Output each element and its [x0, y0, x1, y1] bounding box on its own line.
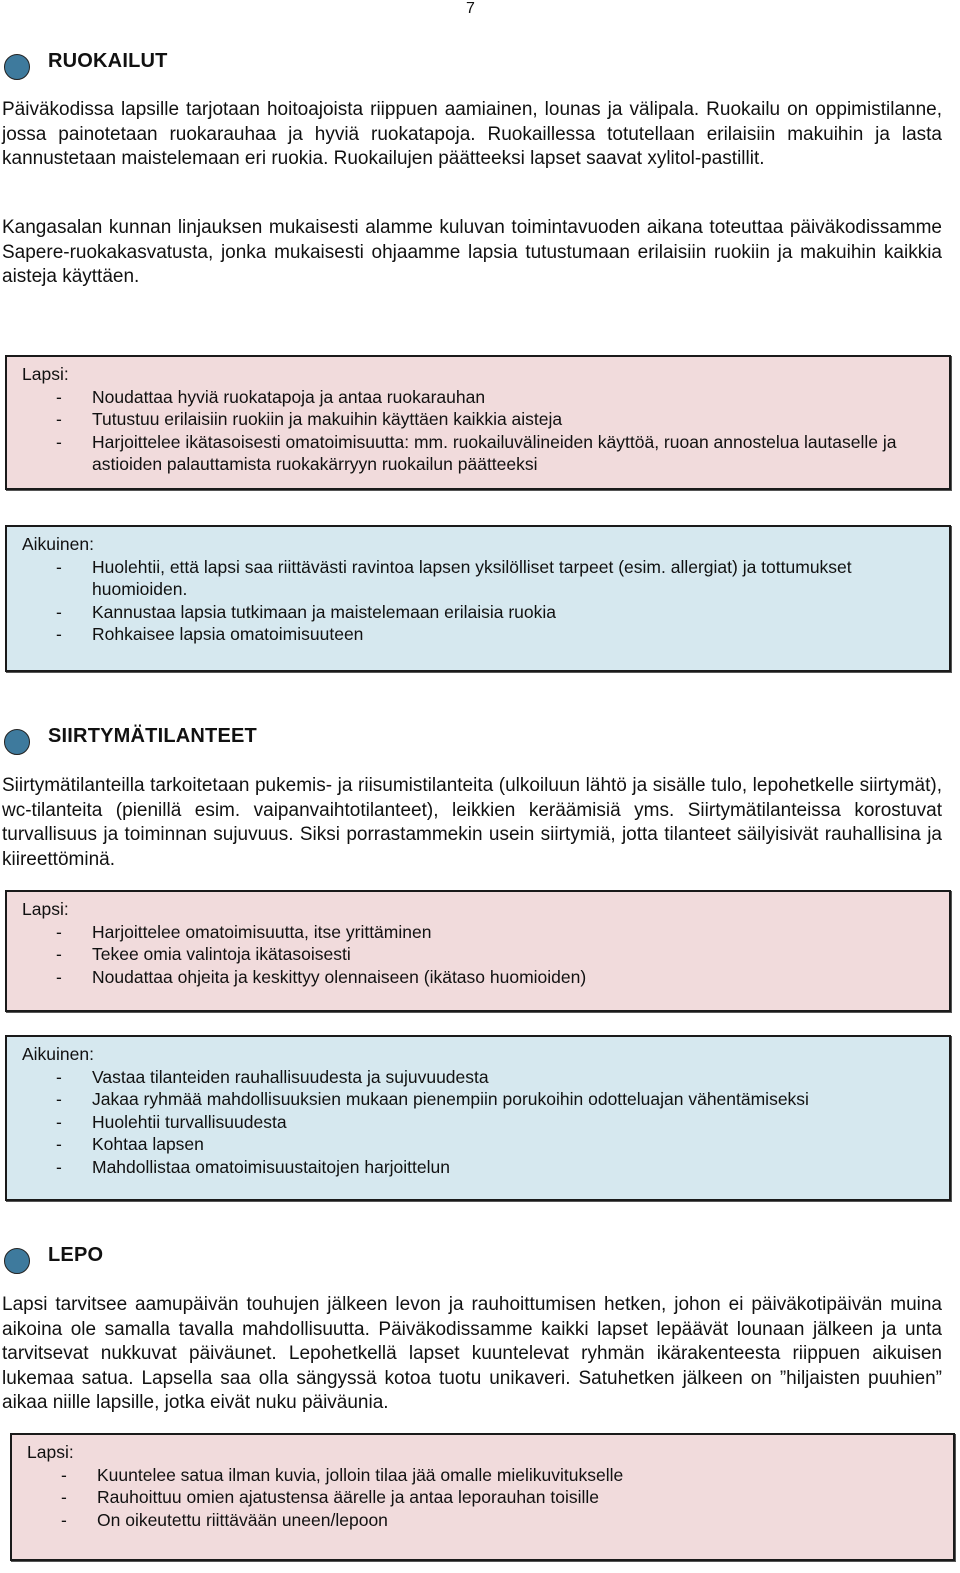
list-item-text: Rohkaisee lapsia omatoimisuuteen	[92, 624, 364, 645]
list-dash: -	[56, 1089, 62, 1110]
list-item	[27, 1464, 939, 1487]
goal-list	[22, 921, 935, 989]
list-dash: -	[56, 1134, 62, 1155]
list-item-text: Noudattaa ohjeita ja keskittyy olennaiseen (ikätaso huomioiden)	[92, 966, 587, 987]
list-item-text: On oikeutettu riittävään uneen/lepoon	[97, 1509, 388, 1530]
circle-bullet-icon	[4, 729, 30, 755]
adult-goals-box	[5, 1035, 951, 1201]
list-item	[22, 921, 935, 944]
box-label: Lapsi:	[22, 899, 69, 919]
child-goals-box	[5, 355, 951, 490]
list-item-text: Huolehtii turvallisuudesta	[92, 1111, 287, 1132]
child-goals-box	[5, 890, 951, 1012]
list-item-text: Harjoittelee ikätasoisesti omatoimisuutta: mm. ruokailuvälineiden käyttöä, ruoan annostelua lautaselle ja astioiden palauttamista ruokakärryyn ruokailun päätteeksi	[92, 431, 897, 475]
box-label: Aikuinen:	[22, 1044, 94, 1064]
list-item-text: Huolehtii, että lapsi saa riittävästi ravintoa lapsen yksilölliset tarpeet (esim. allergiat) ja tottumukset huomioiden.	[92, 556, 852, 600]
list-item	[22, 431, 935, 476]
list-dash: -	[56, 431, 62, 452]
list-item	[22, 556, 935, 601]
list-item	[22, 1156, 935, 1179]
list-item-text: Noudattaa hyviä ruokatapoja ja antaa ruokarauhan	[92, 386, 486, 407]
list-item-text: Kuuntelee satua ilman kuvia, jolloin tilaa jää omalle mielikuvitukselle	[97, 1464, 624, 1485]
list-item-text: Kannustaa lapsia tutkimaan ja maistelemaan erilaisia ruokia	[92, 601, 556, 622]
list-item	[22, 966, 935, 989]
list-dash: -	[56, 1066, 62, 1087]
goal-list	[22, 1066, 935, 1179]
goal-list	[22, 556, 935, 646]
goal-list	[22, 386, 935, 476]
list-dash: -	[56, 944, 62, 965]
circle-bullet-icon	[4, 1248, 30, 1274]
paragraph: Lapsi tarvitsee aamupäivän touhujen jälkeen levon ja rauhoittumisen hetken, johon ei päiväkotipäivän muina aikoina ole samalla tavalla mahdollisuutta. Päiväkodissamme kaikki lapset lepäävät lounaan jälkeen ja unta tarvitsevat nukkuvat päiväunet. Lepohetkellä lapset kuuntelevat ryhmän ikärakenteesta riippuen aikuisen lukemaa satua. Lapsella saa olla sängyssä kotoa tuotu unikaveri. Satuhetken jälkeen on ”hiljaisten puuhien” aikaa niille lapsille, jotka eivät nuku päiväunia.	[2, 1294, 942, 1414]
list-item	[27, 1509, 939, 1532]
box-label: Lapsi:	[22, 364, 69, 384]
list-item-text: Mahdollistaa omatoimisuustaitojen harjoittelun	[92, 1156, 450, 1177]
section-title: SIIRTYMÄTILANTEET	[48, 724, 257, 747]
section-heading-ruokailut	[4, 44, 168, 78]
list-dash: -	[56, 386, 62, 407]
list-item	[22, 1088, 935, 1111]
paragraph: Kangasalan kunnan linjauksen mukaisesti alamme kuluvan toimintavuoden aikana toteuttaa päiväkodissamme Sapere-ruokakasvatusta, jonka mukaisesti ohjaamme lapsia tutustumaan erilaisiin ruokiin ja makuihin kaikkia aisteja käyttäen.	[2, 217, 942, 288]
goal-list	[27, 1464, 939, 1532]
list-item	[22, 386, 935, 409]
section-title: LEPO	[48, 1243, 104, 1266]
list-item-text: Vastaa tilanteiden rauhallisuudesta ja sujuvuudesta	[92, 1066, 489, 1087]
paragraph: Päiväkodissa lapsille tarjotaan hoitoajoista riippuen aamiainen, lounas ja välipala. Ruokailu on oppimistilanne, jossa painotetaan ruokarauhaa ja hyviä ruokatapoja. Ruokaillessa totutellaan erilaisiin makuihin ja lasta kannustetaan maistelemaan eri ruokia. Ruokailujen päätteeksi lapset saavat xylitol-pastillit.	[2, 99, 942, 170]
list-dash: -	[56, 1156, 62, 1177]
circle-bullet-icon	[4, 54, 30, 80]
list-dash: -	[56, 921, 62, 942]
child-goals-box	[10, 1433, 955, 1561]
list-item-text: Tutustuu erilaisiin ruokiin ja makuihin käyttäen kaikkia aisteja	[92, 409, 563, 430]
adult-goals-box	[5, 525, 951, 672]
list-dash: -	[56, 409, 62, 430]
section-heading-siirtymatilanteet	[4, 719, 257, 753]
list-item-text: Harjoittelee omatoimisuutta, itse yrittäminen	[92, 921, 432, 942]
list-dash: -	[61, 1487, 67, 1508]
list-item-text: Tekee omia valintoja ikätasoisesti	[92, 944, 351, 965]
list-dash: -	[56, 601, 62, 622]
list-item	[22, 623, 935, 646]
list-dash: -	[61, 1509, 67, 1530]
list-dash: -	[56, 624, 62, 645]
box-label: Lapsi:	[27, 1442, 74, 1462]
page-number: 7	[466, 0, 475, 17]
list-item	[22, 1111, 935, 1134]
list-item	[22, 943, 935, 966]
list-item	[22, 408, 935, 431]
list-item	[22, 601, 935, 624]
list-dash: -	[56, 556, 62, 577]
section-heading-lepo	[4, 1238, 103, 1272]
box-label: Aikuinen:	[22, 534, 94, 554]
list-dash: -	[61, 1464, 67, 1485]
list-item	[22, 1133, 935, 1156]
list-item-text: Kohtaa lapsen	[92, 1134, 204, 1155]
list-item	[27, 1486, 939, 1509]
list-item	[22, 1066, 935, 1089]
section-title: RUOKAILUT	[48, 49, 168, 72]
list-item-text: Rauhoittuu omien ajatustensa äärelle ja antaa leporauhan toisille	[97, 1487, 600, 1508]
paragraph: Siirtymätilanteilla tarkoitetaan pukemis- ja riisumistilanteita (ulkoiluun lähtö ja sisälle tulo, lepohetkelle siirtymät), wc-tilanteita (pienillä esim. vaipanvaihtotilanteet), leikkien keräämisiä yms. Siirtymätilanteissa korostuvat turvallisuus ja toiminnan sujuvuus. Siksi porrastammekin usein siirtymiä, jotta tilanteet säilyisivät rauhallisina ja kiireettöminä.	[2, 775, 942, 870]
list-item-text: Jakaa ryhmää mahdollisuuksien mukaan pienempiin porukoihin odotteluajan vähentämiseksi	[92, 1089, 809, 1110]
list-dash: -	[56, 1111, 62, 1132]
list-dash: -	[56, 966, 62, 987]
